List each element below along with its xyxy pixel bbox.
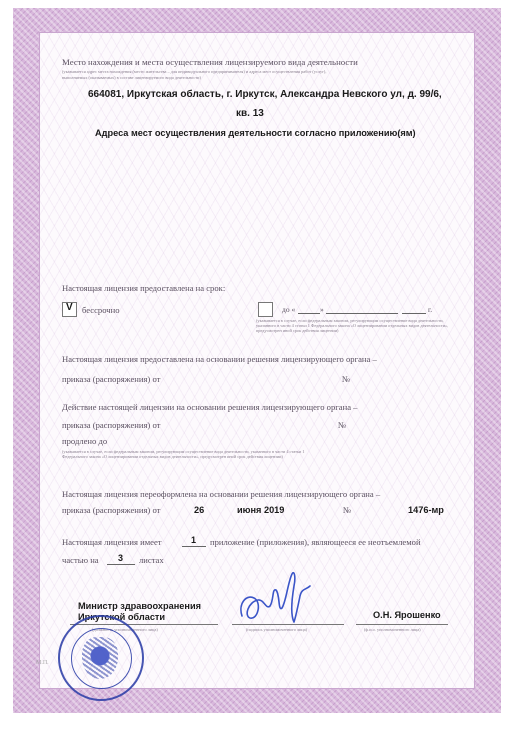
- location-hint-2: выполняемых (оказываемых) в составе лицензируемого вида деятельности): [62, 75, 201, 80]
- until-month-line: [326, 313, 398, 314]
- name-line: [356, 624, 448, 625]
- extension-hint: (указывается в случае, если федеральным законом, регулирующим осуществление вида деятельности, указанного в части 4 статьи 1 Федерального закона «О лицензировании отдельных видов деятельности», предусмотрен иной срок действия лицензии): [62, 449, 305, 460]
- location-title: Место нахождения и места осуществления лицензируемого вида деятельности: [62, 57, 358, 67]
- indefinite-checkbox: [62, 302, 77, 317]
- signature-hint: (подпись уполномоченного лица): [246, 627, 308, 632]
- year-suffix: г.: [428, 305, 433, 314]
- appendix-addresses-note: Адреса мест осуществления деятельности согласно приложению(ям): [95, 128, 416, 138]
- fixed-term-checkbox: [258, 302, 273, 317]
- until-day-line: [298, 313, 320, 314]
- name-hint: (ф.и.о. уполномоченного лица): [364, 627, 421, 632]
- indefinite-label: бессрочно: [82, 305, 120, 315]
- address-line-2: кв. 13: [236, 108, 264, 119]
- until-prefix: до «: [282, 305, 296, 314]
- handwritten-signature: [236, 566, 316, 632]
- appendix-count-line: [182, 546, 206, 547]
- reissue-number-label: №: [343, 505, 352, 515]
- extension-number-label: №: [338, 420, 347, 430]
- appendix-line-2: частью на: [62, 555, 99, 565]
- pages-line: [107, 564, 135, 565]
- extension-line-3: продлено до: [62, 436, 108, 446]
- term-label: Настоящая лицензия предоставлена на срок:: [62, 283, 226, 293]
- reissue-number: 1476-мр: [408, 505, 444, 515]
- reissue-month-year: июня 2019: [237, 505, 285, 515]
- appendix-prefix: Настоящая лицензия имеет: [62, 537, 162, 547]
- pages-label: листах: [139, 555, 164, 565]
- grant-line-1: Настоящая лицензия предоставлена на основании решения лицензирующего органа –: [62, 354, 377, 364]
- until-mid: »: [320, 305, 324, 314]
- extension-line-2: приказа (распоряжения) от: [62, 420, 161, 430]
- official-seal: [58, 615, 144, 701]
- stamp-place-label: М.П.: [36, 660, 49, 666]
- extension-line-1: Действие настоящей лицензии на основании решения лицензирующего органа –: [62, 402, 358, 412]
- org-line-1: Министр здравоохранения: [78, 601, 201, 611]
- signatory-name: О.Н. Ярошенко: [373, 610, 441, 620]
- until-year-line: [402, 313, 426, 314]
- coat-of-arms-emblem: [82, 637, 118, 679]
- term-hint: (указывается в случае, если федеральным законом, регулирующим осуществление вида деятельности, указанного в части 4 статьи 1 Федерального закона «О лицензировании отдельных видов деятельности», предусмотрен иной срок действия лицензии): [256, 318, 449, 334]
- org-line-2: Иркутской области: [78, 612, 166, 622]
- reissue-line-2: приказа (распоряжения) от: [62, 505, 161, 515]
- position-hint: (должность уполномоченного лица): [92, 627, 158, 632]
- location-hint-1: (указывается адрес места нахождения (место жительства – для индивидуального предпринимателя) и адреса мест осуществления работ (услуг),: [62, 69, 327, 74]
- reissue-line-1: Настоящая лицензия переоформлена на основании решения лицензирующего органа –: [62, 489, 381, 499]
- grant-line-2: приказа (распоряжения) от: [62, 374, 161, 384]
- address-line-1: 664081, Иркутская область, г. Иркутск, Александра Невского ул, д. 99/6,: [88, 89, 442, 100]
- appendix-count: 1: [191, 535, 197, 545]
- grant-number-label: №: [342, 374, 351, 384]
- check-mark: V: [66, 302, 73, 313]
- appendix-suffix: приложение (приложения), являющееся ее неотъемлемой: [210, 537, 421, 547]
- appendix-pages: 3: [118, 553, 124, 563]
- reissue-day: 26: [194, 505, 205, 515]
